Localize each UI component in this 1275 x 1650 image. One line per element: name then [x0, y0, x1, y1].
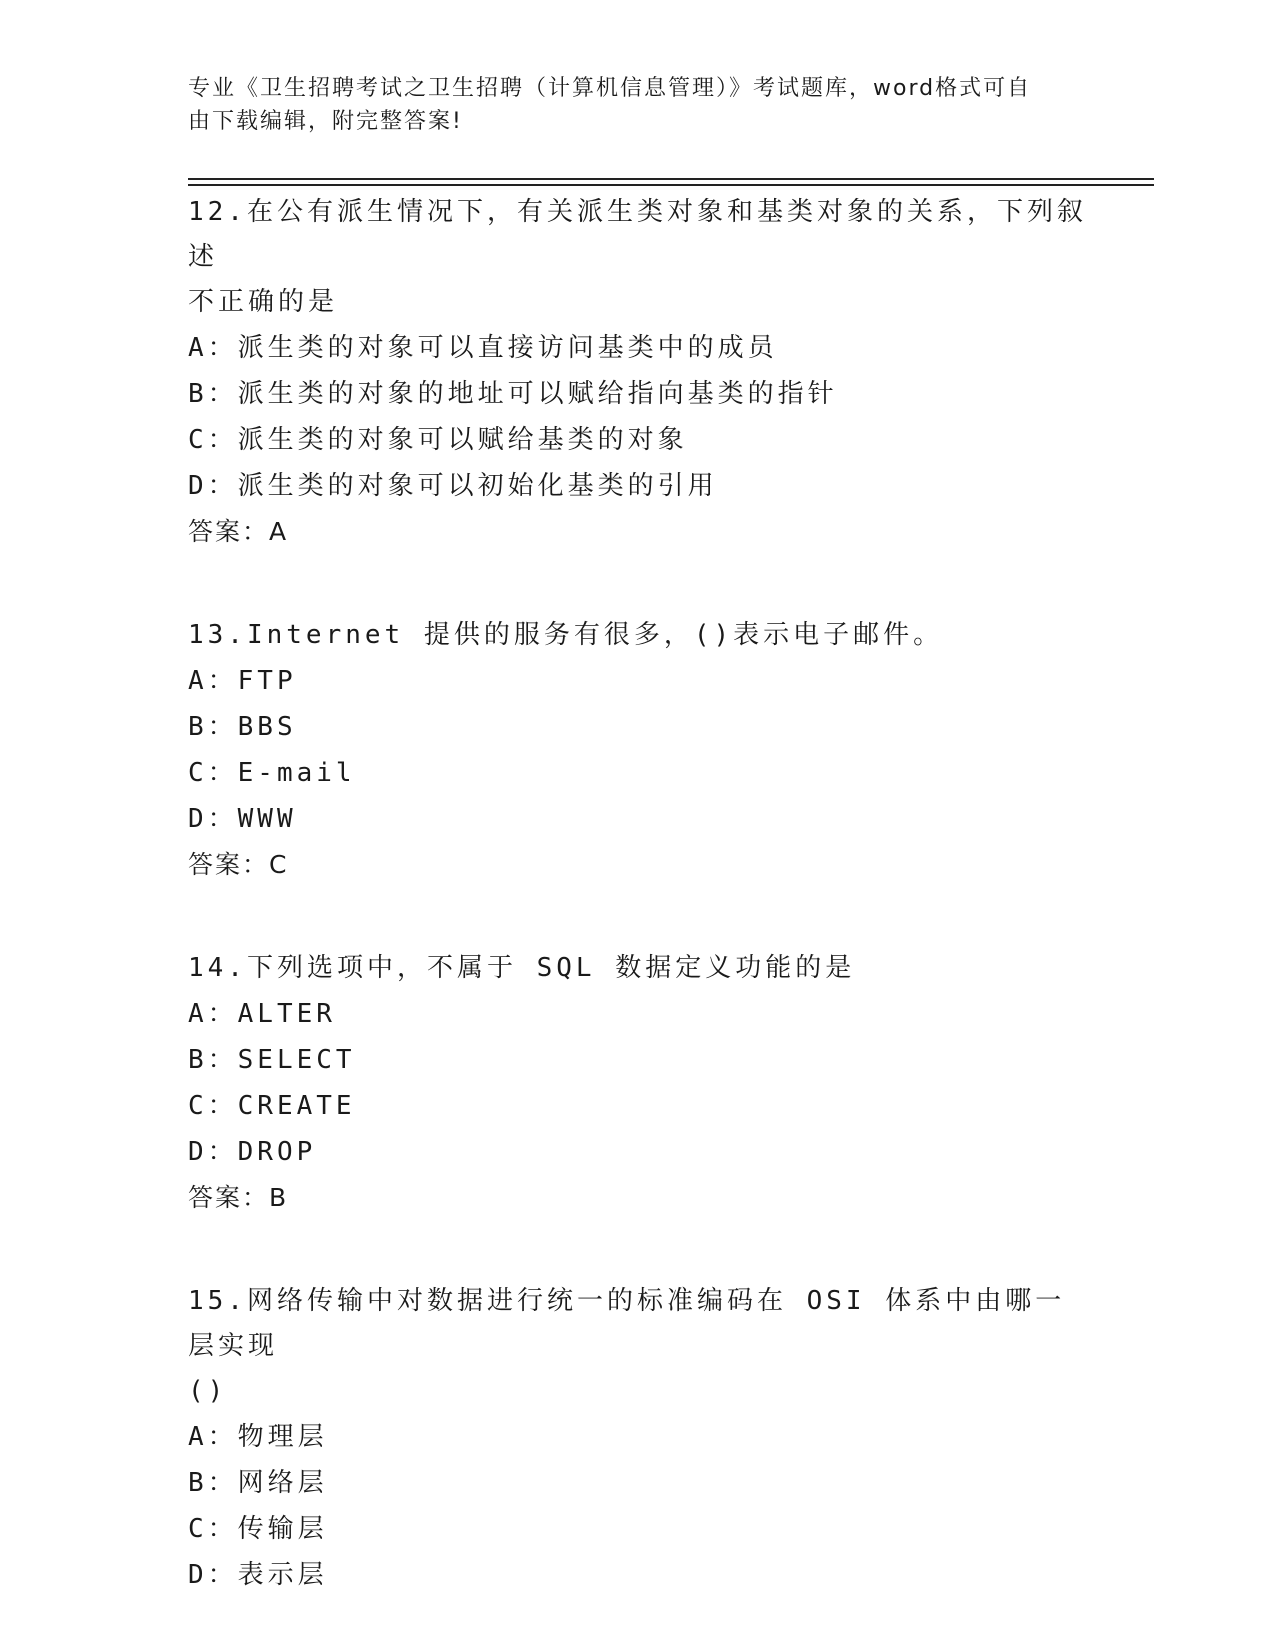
option-d: D：派生类的对象可以初始化基类的引用: [188, 471, 718, 501]
header-divider-bottom: [188, 184, 1154, 186]
question-text: 15.网络传输中对数据进行统一的标准编码在 OSI 体系中由哪一层实现: [188, 1286, 1066, 1361]
spacer: [188, 888, 1088, 946]
option-d: D：WWW: [188, 804, 297, 834]
option-b: B：BBS: [188, 712, 297, 742]
question-15: [188, 1279, 1088, 1598]
question-14: [188, 946, 1088, 1221]
option-b: B：派生类的对象的地址可以赋给指向基类的指针: [188, 379, 838, 409]
spacer: [188, 555, 1088, 613]
answer: 答案：B: [188, 1183, 289, 1212]
option-c: C：CREATE: [188, 1091, 356, 1121]
question-13: [188, 613, 1088, 888]
header-divider-top: [188, 178, 1154, 180]
question-12: [188, 190, 1088, 555]
header-line-2: 由下载编辑，附完整答案!: [188, 109, 463, 134]
document-header: [188, 72, 1068, 138]
spacer: [188, 1221, 1088, 1279]
option-b: B：网络层: [188, 1468, 328, 1498]
option-a: A：物理层: [188, 1422, 328, 1452]
option-a: A：派生类的对象可以直接访问基类中的成员: [188, 333, 778, 363]
question-text: 12.在公有派生情况下，有关派生类对象和基类对象的关系，下列叙述: [188, 197, 1087, 272]
answer: 答案：A: [188, 517, 289, 546]
option-c: C：派生类的对象可以赋给基类的对象: [188, 425, 688, 455]
option-d: D：表示层: [188, 1560, 328, 1590]
answer: 答案：C: [188, 850, 289, 879]
question-text: 不正确的是: [188, 287, 339, 317]
question-list: [188, 190, 1088, 1598]
option-a: A：ALTER: [188, 999, 336, 1029]
question-text: 13.Internet 提供的服务有很多，()表示电子邮件。: [188, 620, 944, 650]
question-text: (): [188, 1376, 228, 1406]
option-c: C：传输层: [188, 1514, 328, 1544]
question-text: 14.下列选项中，不属于 SQL 数据定义功能的是: [188, 953, 856, 983]
option-a: A：FTP: [188, 666, 297, 696]
option-d: D：DROP: [188, 1137, 317, 1167]
header-line-1: 专业《卫生招聘考试之卫生招聘（计算机信息管理）》考试题库，word格式可自: [188, 76, 1032, 101]
option-b: B：SELECT: [188, 1045, 356, 1075]
option-c: C：E-mail: [188, 758, 356, 788]
